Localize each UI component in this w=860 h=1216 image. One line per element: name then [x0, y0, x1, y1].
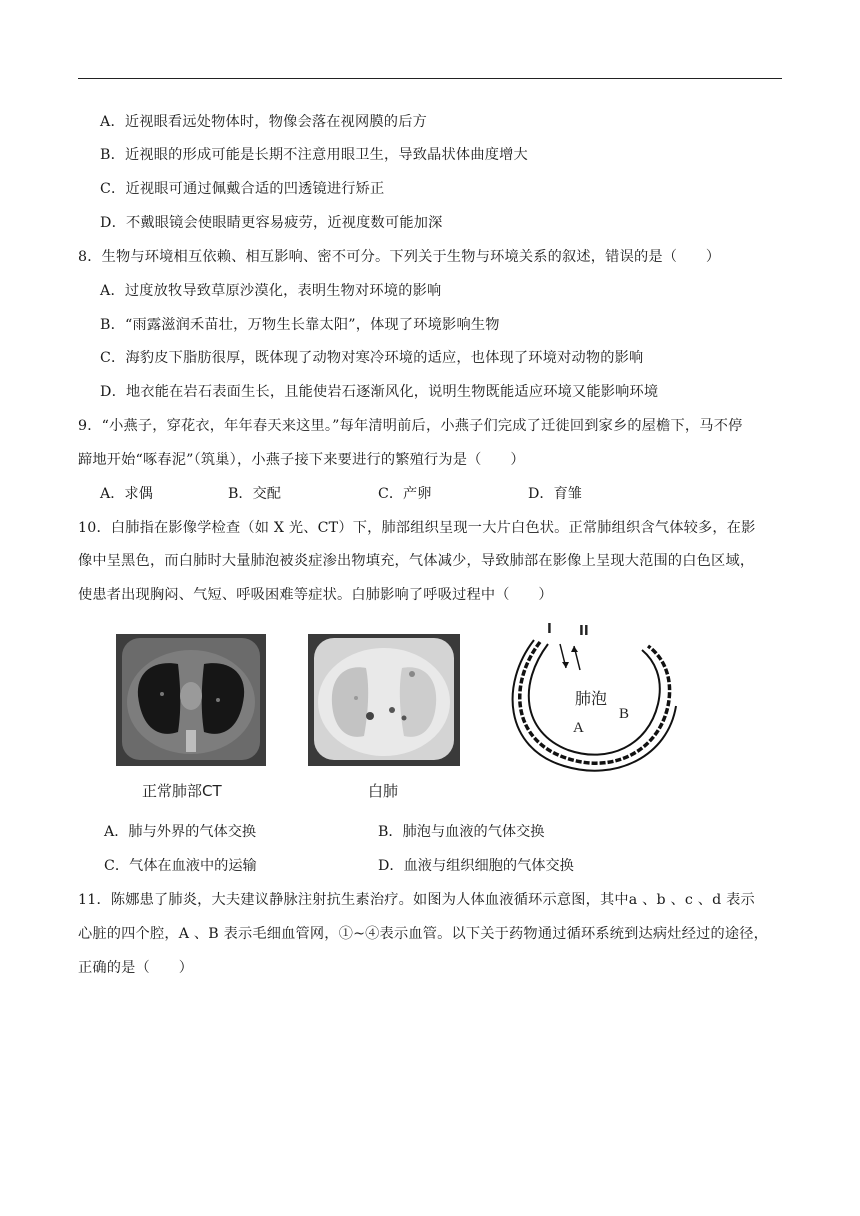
- q10-stem-line3: 使患者出现胸闷、气短、呼吸困难等症状。白肺影响了呼吸过程中（ ）: [78, 587, 553, 603]
- q10-option-a: A．肺与外界的气体交换: [104, 824, 257, 840]
- q10-option-b: B．肺泡与血液的气体交换: [378, 824, 545, 840]
- header-rule: [78, 78, 782, 79]
- q7-option-a: A．近视眼看远处物体时，物像会落在视网膜的后方: [100, 114, 427, 130]
- q8-option-a: A．过度放牧导致草原沙漠化，表明生物对环境的影响: [100, 283, 442, 299]
- q9-option-a: A．求偶: [100, 486, 153, 502]
- q9-option-c: C．产卵: [378, 486, 432, 502]
- normal-ct-caption: 正常肺部CT: [142, 782, 222, 800]
- q9-option-d: D．育雏: [528, 486, 582, 502]
- q9-option-b: B．交配: [228, 486, 281, 502]
- q7-option-c: C．近视眼可通过佩戴合适的凹透镜进行矫正: [100, 181, 385, 197]
- lung-figure: [78, 622, 678, 807]
- label-b: B: [619, 706, 630, 722]
- q10-option-d: D．血液与组织细胞的气体交换: [378, 858, 574, 874]
- q8-option-b: B．“雨露滋润禾苗壮，万物生长靠太阳”，体现了环境影响生物: [100, 317, 500, 333]
- q10-option-c: C．气体在血液中的运输: [104, 858, 257, 874]
- q8-stem: 8．生物与环境相互依赖、相互影响、密不可分。下列关于生物与环境关系的叙述，错误的是（ ）: [78, 249, 721, 265]
- q7-option-d: D．不戴眼镜会使眼睛更容易疲劳，近视度数可能加深: [100, 215, 443, 231]
- q10-stem-line2: 像中呈黑色，而白肺时大量肺泡被炎症渗出物填充，气体减少，导致肺部在影像上呈现大范围的白色区域，: [78, 553, 755, 569]
- alveolus-label: 肺泡: [575, 689, 608, 708]
- white-lung-caption: 白肺: [368, 782, 399, 800]
- q11-stem-line1: 11．陈娜患了肺炎，大夫建议静脉注射抗生素治疗。如图为人体血液循环示意图，其中a 、b 、c 、d 表示: [78, 892, 755, 908]
- q9-stem-line1: 9．“小燕子，穿花衣，年年春天来这里。”每年清明前后，小燕子们完成了迁徙回到家乡的屋檐下，马不停: [78, 418, 743, 434]
- q9-stem-line2: 蹄地开始“啄春泥”（筑巢），小燕子接下来要进行的繁殖行为是（ ）: [78, 452, 525, 468]
- normal-lung-ct-image: [116, 634, 266, 766]
- q11-stem-line3: 正确的是（ ）: [78, 960, 194, 976]
- q8-option-d: D．地衣能在岩石表面生长，且能使岩石逐渐风化，说明生物既能适应环境又能影响环境: [100, 384, 659, 400]
- label-a: A: [573, 720, 584, 736]
- white-lung-ct-image: [308, 634, 460, 766]
- label-i: I: [547, 622, 552, 637]
- q8-option-c: C．海豹皮下脂肪很厚，既体现了动物对寒冷环境的适应，也体现了环境对动物的影响: [100, 350, 644, 366]
- q10-stem-line1: 10．白肺指在影像学检查（如 X 光、CT）下，肺部组织呈现一大片白色状。正常肺组织含气体较多，在影: [78, 520, 756, 536]
- q11-stem-line2: 心脏的四个腔，A 、B 表示毛细血管网，①~④表示血管。以下关于药物通过循环系统到达病灶经过的途径，: [78, 926, 769, 942]
- q7-option-b: B．近视眼的形成可能是长期不注意用眼卫生，导致晶状体曲度增大: [100, 147, 528, 163]
- label-ii: II: [579, 624, 589, 639]
